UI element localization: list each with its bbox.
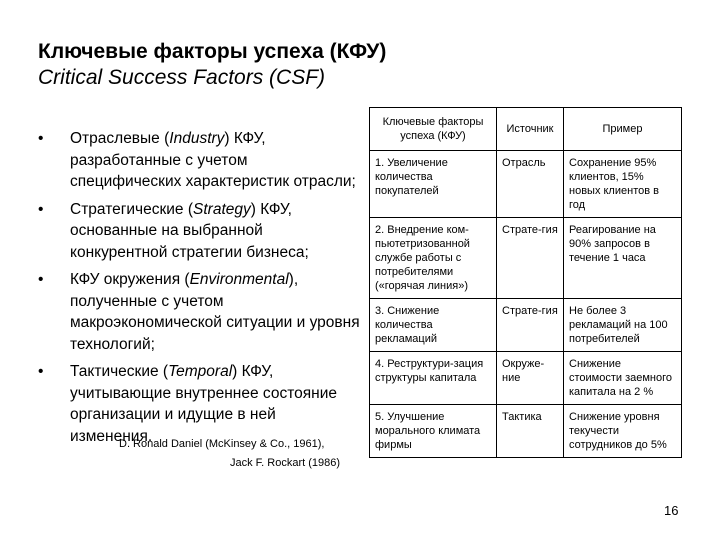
bullet-text-pre: Отраслевые ( bbox=[70, 130, 170, 147]
cell-example: Снижение уровня текучести сотрудников до 5% bbox=[564, 405, 682, 458]
bullet-text-post: ) КФУ, учитывающие внутреннее состояние организации и идущие в ней изменения. bbox=[70, 363, 337, 445]
bullet-text-en: Strategy bbox=[193, 200, 251, 218]
cell-example: Сохранение 95% клиентов, 15% новых клиентов в год bbox=[564, 151, 682, 218]
cell-source: Тактика bbox=[497, 405, 564, 458]
header-source: Источник bbox=[497, 108, 564, 151]
cell-factor: 5. Улучшение морального климата фирмы bbox=[370, 405, 497, 458]
slide-subtitle: Critical Success Factors (CSF) bbox=[38, 66, 326, 89]
header-factor: Ключевые факторы успеха (КФУ) bbox=[370, 108, 497, 151]
bullet-text-pre: Стратегические ( bbox=[70, 200, 194, 218]
bullet-text-pre: Тактические ( bbox=[70, 363, 169, 380]
cell-factor: 4. Реструктури-зация структуры капитала bbox=[370, 352, 497, 405]
table-row bbox=[370, 218, 682, 299]
bullet-marker: • bbox=[38, 271, 44, 288]
list-item bbox=[38, 269, 360, 355]
cell-example: Не более 3 рекламаций на 100 потребителей bbox=[564, 299, 682, 352]
list-item bbox=[38, 128, 360, 193]
source-citation-line1: D. Ronald Daniel (McKinsey & Co., 1961), bbox=[119, 438, 325, 450]
bullet-text-post: ), полученные с учетом макроэкономической ситуации и уровня технологий; bbox=[70, 271, 360, 353]
factor-types-list bbox=[38, 128, 360, 453]
slide-title: Ключевые факторы успеха (КФУ) bbox=[38, 40, 387, 63]
bullet-text-en: Industry bbox=[169, 130, 225, 147]
csf-examples-table bbox=[369, 107, 682, 458]
cell-example: Реагирование на 90% запросов в течение 1 часа bbox=[564, 218, 682, 299]
source-citation-line2: Jack F. Rockart (1986) bbox=[230, 457, 341, 469]
list-item bbox=[38, 361, 360, 447]
cell-source: Окруже-ние bbox=[497, 352, 564, 405]
cell-factor: 2. Внедрение ком-пьютетризованной службе работы с потребителями («горячая линия») bbox=[370, 218, 497, 299]
bullet-text-en: Temporal bbox=[168, 363, 233, 380]
table-header-row bbox=[370, 108, 682, 151]
bullet-text-post: ) КФУ, основанные на выбранной конкурентной стратегии бизнеса; bbox=[70, 200, 309, 261]
bullet-marker: • bbox=[38, 130, 44, 147]
bullet-text-en: Environmental bbox=[189, 271, 289, 288]
bullet-marker: • bbox=[38, 200, 44, 218]
cell-source: Страте-гия bbox=[497, 218, 564, 299]
cell-source: Страте-гия bbox=[497, 299, 564, 352]
bullet-text-pre: КФУ окружения ( bbox=[70, 271, 190, 288]
cell-factor: 3. Снижение количества рекламаций bbox=[370, 299, 497, 352]
cell-example: Снижение стоимости заемного капитала на 2 % bbox=[564, 352, 682, 405]
table-row bbox=[370, 151, 682, 218]
table-row bbox=[370, 405, 682, 458]
list-item bbox=[38, 199, 360, 264]
cell-factor: 1. Увеличение количества покупателей bbox=[370, 151, 497, 218]
table-row bbox=[370, 299, 682, 352]
header-example: Пример bbox=[564, 108, 682, 151]
cell-source: Отрасль bbox=[497, 151, 564, 218]
table-row bbox=[370, 352, 682, 405]
page-number: 16 bbox=[664, 503, 679, 518]
bullet-marker: • bbox=[38, 363, 44, 380]
bullet-text-post: ) КФУ, разработанные с учетом специфических характеристик отрасли; bbox=[70, 130, 356, 190]
